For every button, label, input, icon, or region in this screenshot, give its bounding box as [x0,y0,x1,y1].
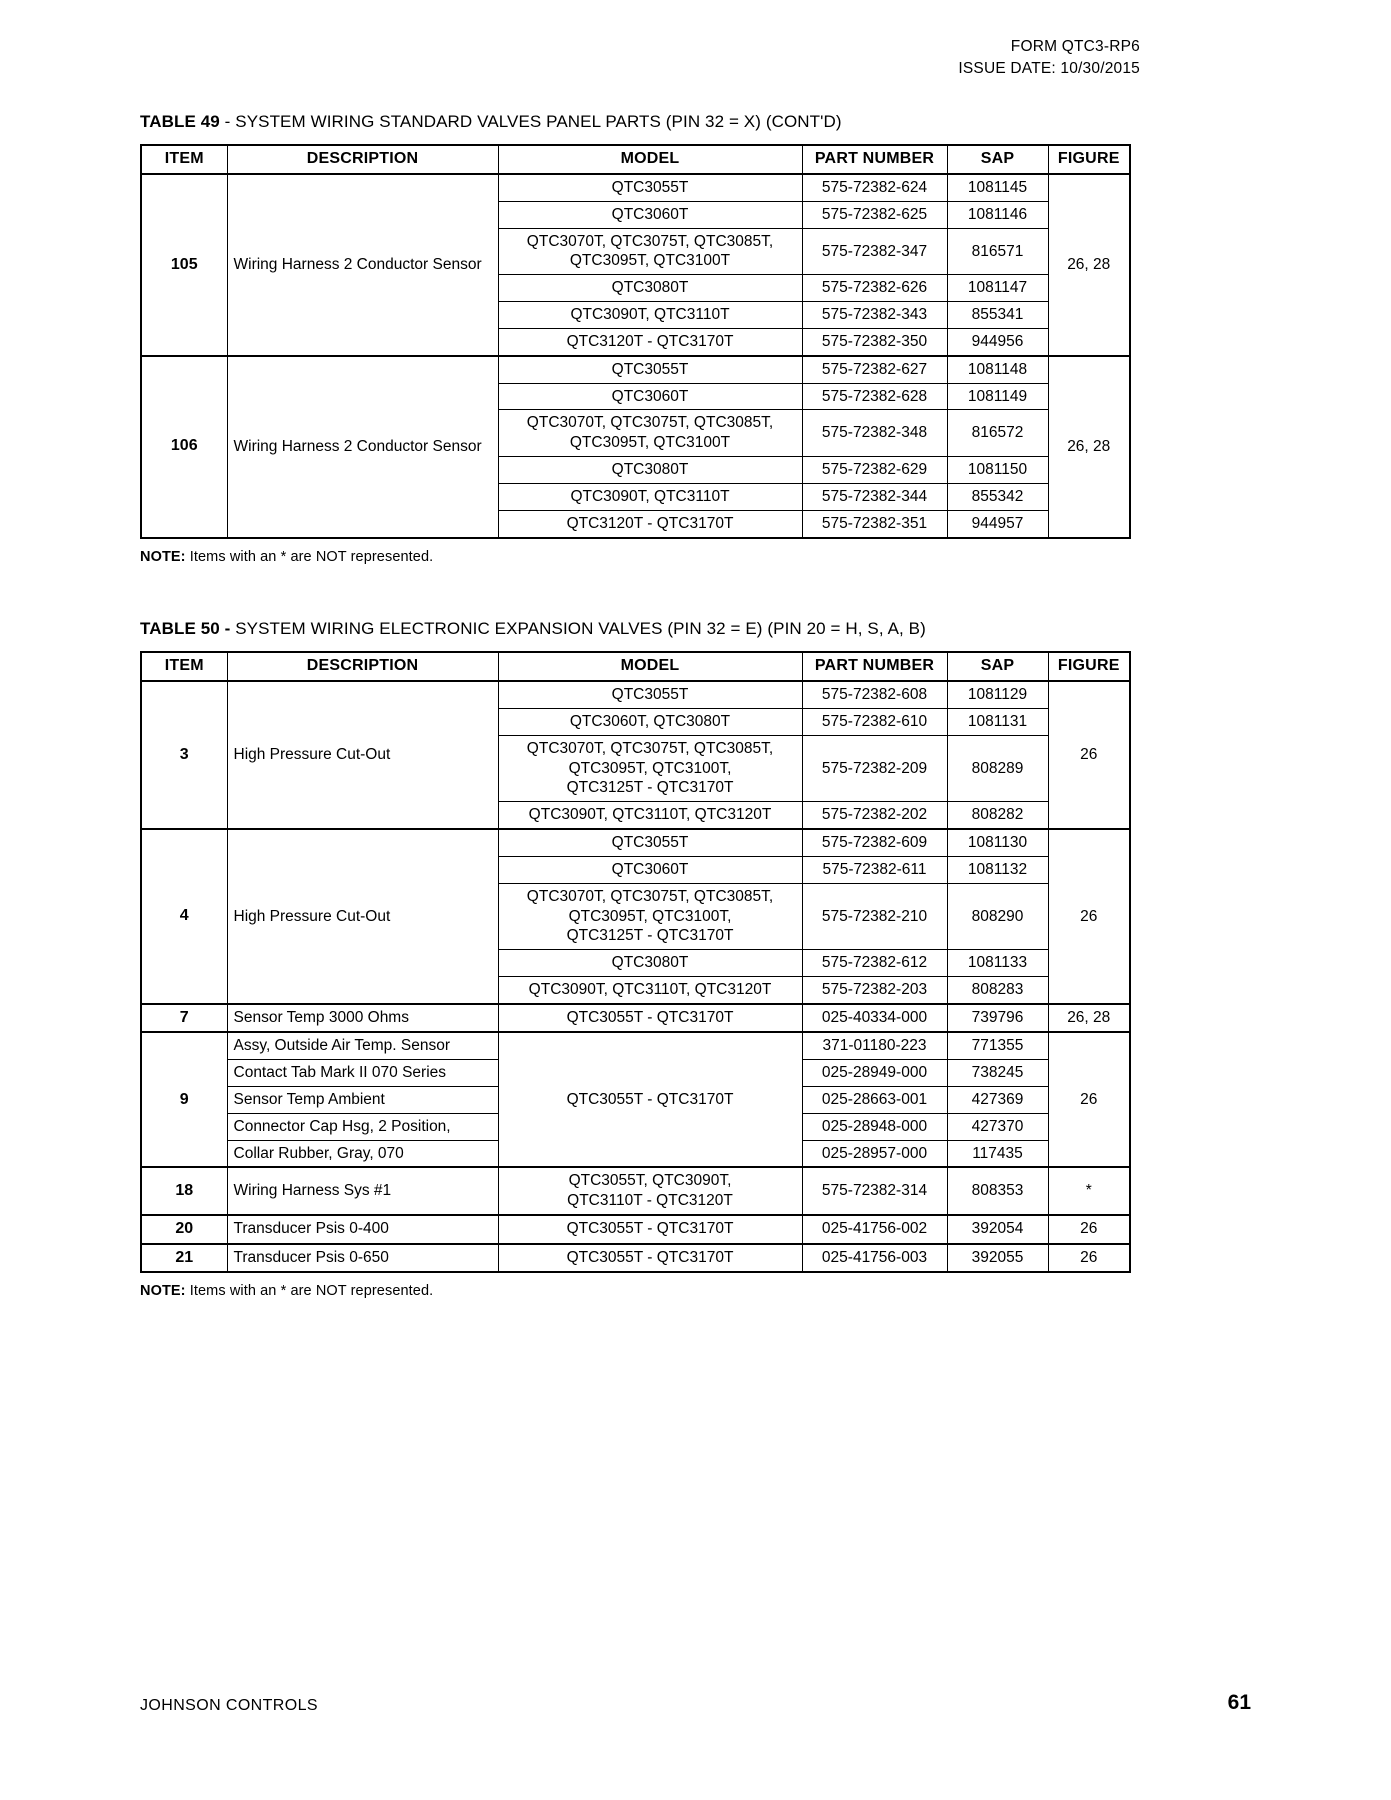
cell-figure: 26, 28 [1048,356,1130,538]
cell-sap: 808353 [947,1167,1048,1215]
cell-part-number: 575-72382-210 [802,883,947,949]
table-row [141,829,1130,856]
cell-description: Connector Cap Hsg, 2 Position, [227,1113,498,1140]
cell-model: QTC3055T, QTC3090T, QTC3110T - QTC3120T [498,1167,802,1215]
cell-figure: 26 [1048,1244,1130,1272]
cell-sap: 1081149 [947,383,1048,410]
table-49-label: TABLE 49 [140,112,220,131]
cell-part-number: 575-72382-343 [802,302,947,329]
footer-brand: JOHNSON CONTROLS [140,1697,318,1714]
cell-part-number: 575-72382-348 [802,410,947,457]
cell-sap: 944957 [947,510,1048,537]
note-text: Items with an * are NOT represented. [185,548,434,565]
cell-part-number: 575-72382-344 [802,483,947,510]
cell-model: QTC3070T, QTC3075T, QTC3085T, QTC3095T, QTC3100T, QTC3125T - QTC3170T [498,735,802,801]
column-header-part-number: PART NUMBER [802,145,947,174]
footer-page-number: 61 [1227,1691,1251,1714]
cell-sap: 392054 [947,1215,1048,1243]
table-50 [140,651,1131,1273]
cell-model: QTC3055T [498,174,802,201]
cell-description: Contact Tab Mark II 070 Series [227,1060,498,1087]
cell-model: QTC3080T [498,950,802,977]
cell-model: QTC3090T, QTC3110T, QTC3120T [498,802,802,829]
table-row [141,356,1130,383]
cell-part-number: 575-72382-625 [802,201,947,228]
cell-description: Sensor Temp 3000 Ohms [227,1004,498,1032]
cell-description: Transducer Psis 0-650 [227,1244,498,1272]
table-row [141,1004,1130,1032]
cell-sap: 1081129 [947,681,1048,708]
cell-figure: * [1048,1167,1130,1215]
issue-date: ISSUE DATE: 10/30/2015 [958,60,1140,77]
column-header-item: ITEM [141,145,227,174]
cell-model: QTC3060T, QTC3080T [498,708,802,735]
cell-item: 20 [141,1215,227,1243]
cell-part-number: 575-72382-347 [802,228,947,275]
cell-sap: 117435 [947,1140,1048,1167]
cell-part-number: 575-72382-609 [802,829,947,856]
column-header-figure: FIGURE [1048,145,1130,174]
cell-part-number: 575-72382-350 [802,328,947,355]
cell-sap: 738245 [947,1060,1048,1087]
cell-part-number: 575-72382-351 [802,510,947,537]
column-header-figure: FIGURE [1048,652,1130,681]
cell-model: QTC3055T [498,681,802,708]
cell-figure: 26 [1048,829,1130,1004]
cell-sap: 771355 [947,1032,1048,1059]
column-header-item: ITEM [141,652,227,681]
column-header-description: DESCRIPTION [227,145,498,174]
table-50-note [140,1283,1251,1299]
cell-model: QTC3090T, QTC3110T, QTC3120T [498,977,802,1004]
table-row [141,1167,1130,1215]
document-header [140,30,1140,80]
cell-part-number: 575-72382-314 [802,1167,947,1215]
cell-sap: 1081145 [947,174,1048,201]
cell-part-number: 025-28957-000 [802,1140,947,1167]
note-text: Items with an * are NOT represented. [185,1283,434,1300]
cell-item: 9 [141,1032,227,1167]
cell-sap: 1081132 [947,856,1048,883]
cell-part-number: 025-28948-000 [802,1113,947,1140]
cell-sap: 392055 [947,1244,1048,1272]
cell-model: QTC3090T, QTC3110T [498,302,802,329]
table-50-label: TABLE 50 - [140,619,231,639]
cell-sap: 808283 [947,977,1048,1004]
cell-part-number: 575-72382-626 [802,275,947,302]
cell-figure: 26 [1048,681,1130,829]
table-49-title: - SYSTEM WIRING STANDARD VALVES PANEL PARTS (PIN 32 = X) (CONT'D) [219,112,842,131]
cell-model: QTC3080T [498,457,802,484]
table-row [141,681,1130,708]
cell-sap: 855341 [947,302,1048,329]
cell-part-number: 575-72382-612 [802,950,947,977]
cell-sap: 1081130 [947,829,1048,856]
cell-description: Assy, Outside Air Temp. Sensor [227,1032,498,1059]
cell-description: High Pressure Cut-Out [227,829,498,1004]
cell-sap: 1081150 [947,457,1048,484]
cell-part-number: 025-41756-002 [802,1215,947,1243]
cell-model: QTC3070T, QTC3075T, QTC3085T, QTC3095T, QTC3100T [498,228,802,275]
cell-figure: 26 [1048,1032,1130,1167]
cell-description: Transducer Psis 0-400 [227,1215,498,1243]
cell-model: QTC3120T - QTC3170T [498,510,802,537]
cell-part-number: 575-72382-610 [802,708,947,735]
cell-model: QTC3055T - QTC3170T [498,1244,802,1272]
cell-model: QTC3080T [498,275,802,302]
cell-figure: 26, 28 [1048,174,1130,356]
cell-model: QTC3055T - QTC3170T [498,1004,802,1032]
cell-part-number: 575-72382-202 [802,802,947,829]
table-50-caption [140,619,1251,639]
table-50-title: SYSTEM WIRING ELECTRONIC EXPANSION VALVES (PIN 32 = E) (PIN 20 = H, S, A, B) [230,619,926,639]
table-row [141,1244,1130,1272]
form-number: FORM QTC3-RP6 [1010,38,1140,55]
table-50-header-row [141,652,1130,681]
cell-model: QTC3055T - QTC3170T [498,1032,802,1167]
cell-part-number: 575-72382-611 [802,856,947,883]
table-49-caption [140,112,1251,132]
table-49-note [140,549,1251,565]
table-49 [140,144,1131,539]
column-header-part-number: PART NUMBER [802,652,947,681]
cell-part-number: 371-01180-223 [802,1032,947,1059]
cell-sap: 1081131 [947,708,1048,735]
cell-sap: 944956 [947,328,1048,355]
cell-part-number: 025-28663-001 [802,1086,947,1113]
table-49-header-row [141,145,1130,174]
cell-figure: 26, 28 [1048,1004,1130,1032]
cell-description: High Pressure Cut-Out [227,681,498,829]
cell-item: 106 [141,356,227,538]
cell-model: QTC3060T [498,856,802,883]
cell-item: 7 [141,1004,227,1032]
note-label: NOTE: [140,548,186,565]
cell-model: QTC3090T, QTC3110T [498,483,802,510]
cell-sap: 855342 [947,483,1048,510]
cell-sap: 808289 [947,735,1048,801]
cell-part-number: 575-72382-608 [802,681,947,708]
cell-part-number: 575-72382-627 [802,356,947,383]
cell-part-number: 025-28949-000 [802,1060,947,1087]
cell-part-number: 575-72382-209 [802,735,947,801]
cell-item: 18 [141,1167,227,1215]
cell-sap: 1081146 [947,201,1048,228]
cell-item: 21 [141,1244,227,1272]
column-header-description: DESCRIPTION [227,652,498,681]
cell-model: QTC3070T, QTC3075T, QTC3085T, QTC3095T, QTC3100T, QTC3125T - QTC3170T [498,883,802,949]
cell-sap: 427369 [947,1086,1048,1113]
cell-model: QTC3055T [498,356,802,383]
column-header-sap: SAP [947,652,1048,681]
cell-item: 4 [141,829,227,1004]
cell-sap: 739796 [947,1004,1048,1032]
cell-sap: 1081148 [947,356,1048,383]
cell-figure: 26 [1048,1215,1130,1243]
document-footer [140,1691,1251,1715]
column-header-sap: SAP [947,145,1048,174]
cell-model: QTC3055T - QTC3170T [498,1215,802,1243]
cell-part-number: 575-72382-628 [802,383,947,410]
note-label: NOTE: [140,1283,186,1300]
cell-part-number: 575-72382-624 [802,174,947,201]
column-header-model: MODEL [498,145,802,174]
cell-model: QTC3055T [498,829,802,856]
table-row [141,174,1130,201]
cell-model: QTC3060T [498,201,802,228]
cell-sap: 427370 [947,1113,1048,1140]
cell-sap: 816571 [947,228,1048,275]
cell-item: 3 [141,681,227,829]
cell-sap: 808282 [947,802,1048,829]
table-row [141,1032,1130,1059]
column-header-model: MODEL [498,652,802,681]
cell-model: QTC3060T [498,383,802,410]
cell-sap: 816572 [947,410,1048,457]
cell-part-number: 575-72382-629 [802,457,947,484]
cell-model: QTC3070T, QTC3075T, QTC3085T, QTC3095T, QTC3100T [498,410,802,457]
cell-sap: 808290 [947,883,1048,949]
table-row [141,1215,1130,1243]
cell-sap: 1081133 [947,950,1048,977]
cell-description: Wiring Harness 2 Conductor Sensor [227,356,498,538]
cell-part-number: 575-72382-203 [802,977,947,1004]
cell-description: Wiring Harness 2 Conductor Sensor [227,174,498,356]
cell-part-number: 025-41756-003 [802,1244,947,1272]
cell-part-number: 025-40334-000 [802,1004,947,1032]
cell-description: Wiring Harness Sys #1 [227,1167,498,1215]
cell-item: 105 [141,174,227,356]
cell-sap: 1081147 [947,275,1048,302]
cell-description: Collar Rubber, Gray, 070 [227,1140,498,1167]
cell-model: QTC3120T - QTC3170T [498,328,802,355]
cell-description: Sensor Temp Ambient [227,1086,498,1113]
